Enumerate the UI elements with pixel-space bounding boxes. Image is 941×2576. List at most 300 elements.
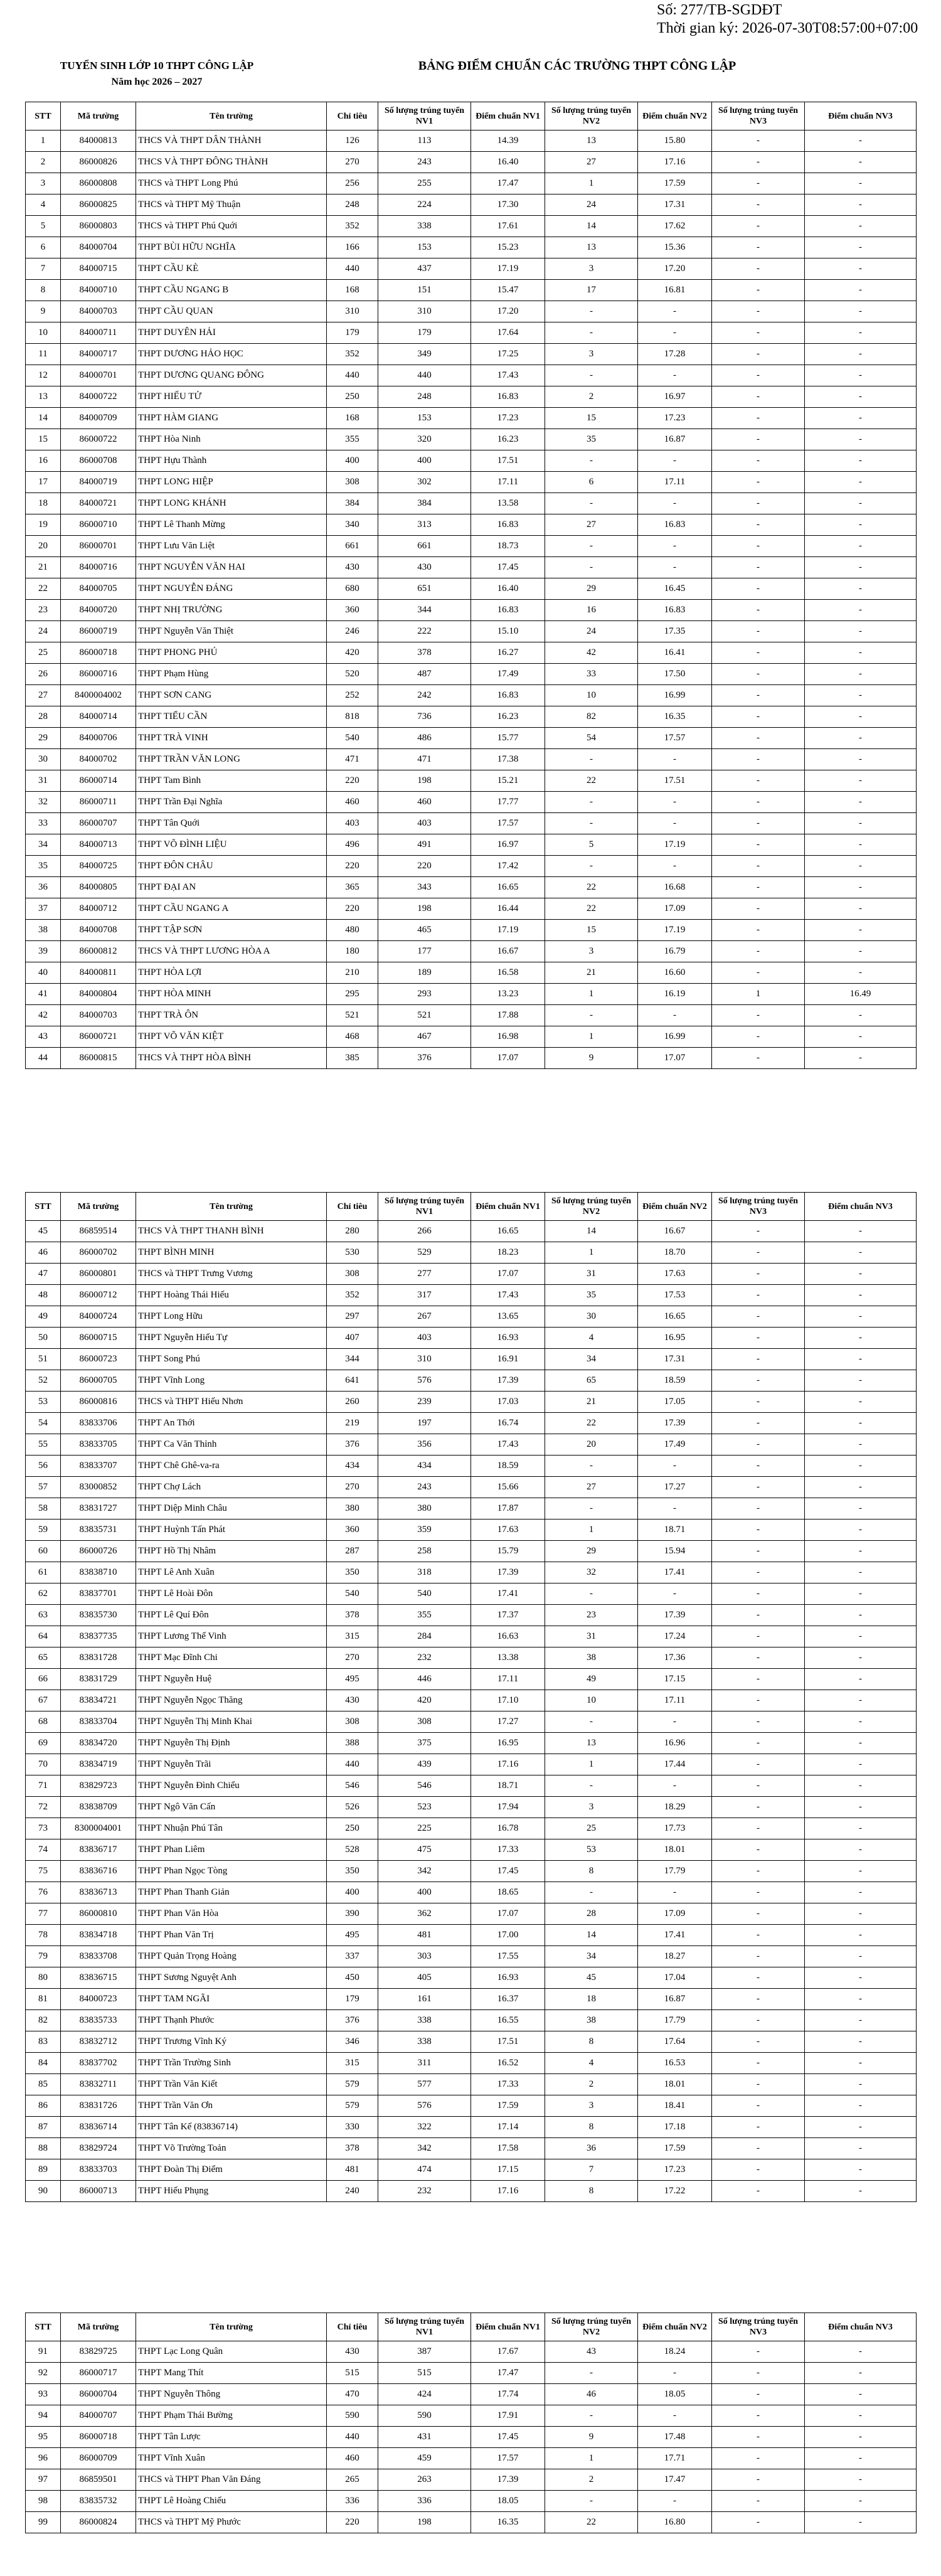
col-nv2-count: 53 — [545, 1839, 638, 1861]
col-stt: 13 — [26, 386, 61, 408]
col-nv2-count: - — [545, 536, 638, 557]
col-nv1-score: 17.19 — [471, 920, 545, 941]
table-row — [26, 2512, 917, 2533]
col-stt: 80 — [26, 1967, 61, 1989]
col-school-name: THPT CẦU KÈ — [136, 258, 327, 280]
col-nv1-count: 661 — [378, 536, 471, 557]
col-quota: 440 — [327, 258, 378, 280]
col-nv3-count: - — [712, 2363, 805, 2384]
col-school-name: THPT BÙI HỮU NGHĨA — [136, 237, 327, 258]
col-stt: 39 — [26, 941, 61, 962]
col-nv3-count: - — [712, 2512, 805, 2533]
col-quota: 180 — [327, 941, 378, 962]
col-nv3-count: - — [712, 1967, 805, 1989]
col-nv1-score: 16.97 — [471, 834, 545, 856]
col-nv1-count: 342 — [378, 1861, 471, 1882]
col-nv2-count: 32 — [545, 1562, 638, 1583]
col-nv1-count: 313 — [378, 514, 471, 536]
table-row — [26, 301, 917, 322]
col-school-code: 86000801 — [61, 1264, 136, 1285]
col-nv3-score: - — [805, 408, 917, 429]
col-school-name: THPT Trương Vĩnh Ký — [136, 2031, 327, 2053]
col-nv3-count: - — [712, 1647, 805, 1669]
table-row — [26, 898, 917, 920]
col-nv3-score: 16.49 — [805, 984, 917, 1005]
col-quota: 528 — [327, 1839, 378, 1861]
table-row — [26, 2031, 917, 2053]
col-nv2-score: 17.44 — [638, 1754, 712, 1775]
col-nv2-score: 16.87 — [638, 429, 712, 450]
col-nv3-score: - — [805, 173, 917, 194]
col-school-name: THCS và THPT Hiếu Nhơn — [136, 1392, 327, 1413]
col-quota: 641 — [327, 1370, 378, 1392]
col-nv3-score: - — [805, 920, 917, 941]
col-nv3-count: - — [712, 941, 805, 962]
col-nv1-count: 736 — [378, 706, 471, 728]
table-row — [26, 813, 917, 834]
col-stt: 9 — [26, 301, 61, 322]
col-quota: 540 — [327, 1583, 378, 1605]
col-nv1-score: 17.74 — [471, 2384, 545, 2405]
col-nv1-count: 336 — [378, 2491, 471, 2512]
table-row — [26, 1775, 917, 1797]
col-nv2-count: 27 — [545, 152, 638, 173]
col-school-name: THPT Phan Ngọc Tòng — [136, 1861, 327, 1882]
table-row — [26, 344, 917, 365]
col-nv1-score: 17.67 — [471, 2341, 545, 2363]
table-row — [26, 1005, 917, 1026]
col-nv2-score: 18.70 — [638, 1242, 712, 1264]
col-nv3-count: - — [712, 898, 805, 920]
col-nv1-score: 16.65 — [471, 1221, 545, 1242]
col-nv1-score: 17.45 — [471, 1861, 545, 1882]
table-row — [26, 2181, 917, 2202]
col-nv1-count: 380 — [378, 1498, 471, 1520]
col-nv3-score: - — [805, 770, 917, 792]
col-quota: 680 — [327, 578, 378, 600]
col-nv2-score: 17.64 — [638, 2031, 712, 2053]
col-quota: 220 — [327, 770, 378, 792]
col-stt: 40 — [26, 962, 61, 984]
column-header-school-name: Tên trường — [136, 2313, 327, 2341]
col-nv3-count: - — [712, 1498, 805, 1520]
col-school-code: 83836715 — [61, 1967, 136, 1989]
column-header-nv1-count: Số lượng trúng tuyển NV1 — [378, 2313, 471, 2341]
col-nv2-count: 9 — [545, 1048, 638, 1069]
col-nv3-count: - — [712, 856, 805, 877]
col-nv1-score: 16.95 — [471, 1733, 545, 1754]
col-school-code: 86000824 — [61, 2512, 136, 2533]
col-school-code: 86000803 — [61, 216, 136, 237]
col-nv2-score: - — [638, 1498, 712, 1520]
col-nv3-count: - — [712, 1839, 805, 1861]
col-nv1-score: 15.47 — [471, 280, 545, 301]
table-row — [26, 1242, 917, 1264]
col-school-code: 8400004002 — [61, 685, 136, 706]
col-school-name: THCS VÀ THPT THANH BÌNH — [136, 1221, 327, 1242]
col-nv1-score: 17.20 — [471, 301, 545, 322]
col-quota: 430 — [327, 1690, 378, 1711]
table-row — [26, 1221, 917, 1242]
col-nv1-score: 17.58 — [471, 2138, 545, 2159]
col-nv2-count: 4 — [545, 2053, 638, 2074]
col-school-code: 84000710 — [61, 280, 136, 301]
col-nv1-count: 308 — [378, 1711, 471, 1733]
col-nv2-count: 13 — [545, 130, 638, 152]
col-stt: 2 — [26, 152, 61, 173]
col-nv3-score: - — [805, 1541, 917, 1562]
col-stt: 51 — [26, 1349, 61, 1370]
col-quota: 540 — [327, 728, 378, 749]
col-nv2-count: 30 — [545, 1306, 638, 1328]
col-nv3-count: - — [712, 920, 805, 941]
col-nv3-score: - — [805, 2181, 917, 2202]
table-row — [26, 2341, 917, 2363]
col-nv2-score: 16.87 — [638, 1989, 712, 2010]
col-nv1-count: 113 — [378, 130, 471, 152]
col-nv2-score: 17.63 — [638, 1264, 712, 1285]
col-nv2-count: - — [545, 322, 638, 344]
col-quota: 340 — [327, 514, 378, 536]
col-nv3-score: - — [805, 856, 917, 877]
col-nv1-count: 521 — [378, 1005, 471, 1026]
col-nv3-score: - — [805, 1626, 917, 1647]
table-row — [26, 749, 917, 770]
table-row — [26, 770, 917, 792]
col-nv3-score: - — [805, 2138, 917, 2159]
col-stt: 61 — [26, 1562, 61, 1583]
col-school-name: THPT Nguyễn Huệ — [136, 1669, 327, 1690]
col-nv3-count: - — [712, 1861, 805, 1882]
col-school-name: THCS và THPT Long Phú — [136, 173, 327, 194]
table-row — [26, 1456, 917, 1477]
col-nv2-count: - — [545, 1775, 638, 1797]
col-nv1-score: 17.43 — [471, 1285, 545, 1306]
col-school-name: THPT LONG KHÁNH — [136, 493, 327, 514]
col-stt: 23 — [26, 600, 61, 621]
col-nv2-count: - — [545, 792, 638, 813]
col-stt: 87 — [26, 2117, 61, 2138]
col-school-name: THPT Đoàn Thị Điểm — [136, 2159, 327, 2181]
col-nv3-score: - — [805, 1370, 917, 1392]
col-school-code: 86000714 — [61, 770, 136, 792]
col-stt: 50 — [26, 1328, 61, 1349]
col-nv2-count: 17 — [545, 280, 638, 301]
col-school-name: THPT Nguyễn Trãi — [136, 1754, 327, 1775]
col-nv2-count: - — [545, 2363, 638, 2384]
col-nv2-count: 23 — [545, 1605, 638, 1626]
col-nv2-score: 17.79 — [638, 2010, 712, 2031]
table-row — [26, 2448, 917, 2469]
table-row — [26, 2384, 917, 2405]
col-school-code: 83836716 — [61, 1861, 136, 1882]
col-school-code: 83831729 — [61, 1669, 136, 1690]
table-row — [26, 1797, 917, 1818]
col-school-name: THCS và THPT Phan Văn Đáng — [136, 2469, 327, 2491]
table-row — [26, 1903, 917, 1925]
col-nv2-score: 18.27 — [638, 1946, 712, 1967]
col-stt: 86 — [26, 2095, 61, 2117]
col-nv1-score: 18.65 — [471, 1882, 545, 1903]
col-quota: 520 — [327, 664, 378, 685]
column-header-nv3-count: Số lượng trúng tuyển NV3 — [712, 2313, 805, 2341]
table-row — [26, 472, 917, 493]
col-nv2-score: 16.80 — [638, 2512, 712, 2533]
col-school-name: THPT NGUYỄN ĐÁNG — [136, 578, 327, 600]
col-nv2-count: 43 — [545, 2341, 638, 2363]
col-nv2-score: - — [638, 536, 712, 557]
col-nv3-score: - — [805, 1861, 917, 1882]
col-nv3-count: - — [712, 1456, 805, 1477]
column-header-nv2-score: Điểm chuẩn NV2 — [638, 2313, 712, 2341]
col-nv3-score: - — [805, 557, 917, 578]
col-nv1-count: 387 — [378, 2341, 471, 2363]
col-nv2-score: 16.60 — [638, 962, 712, 984]
col-nv1-count: 267 — [378, 1306, 471, 1328]
col-nv1-score: 16.23 — [471, 706, 545, 728]
col-quota: 530 — [327, 1242, 378, 1264]
table-row — [26, 1733, 917, 1754]
col-school-name: THPT ĐẠI AN — [136, 877, 327, 898]
col-nv3-count: - — [712, 1690, 805, 1711]
col-nv3-count: - — [712, 194, 805, 216]
col-nv2-count: 21 — [545, 1392, 638, 1413]
col-nv3-count: - — [712, 664, 805, 685]
col-quota: 407 — [327, 1328, 378, 1349]
col-nv3-score: - — [805, 1754, 917, 1775]
col-school-name: THPT PHONG PHÚ — [136, 642, 327, 664]
col-school-code: 84000713 — [61, 834, 136, 856]
col-nv3-score: - — [805, 1562, 917, 1583]
col-stt: 88 — [26, 2138, 61, 2159]
col-nv1-score: 13.38 — [471, 1647, 545, 1669]
col-nv3-count: - — [712, 1221, 805, 1242]
col-quota: 352 — [327, 344, 378, 365]
col-nv1-score: 14.39 — [471, 130, 545, 152]
col-nv1-score: 17.94 — [471, 1797, 545, 1818]
col-nv2-count: 45 — [545, 1967, 638, 1989]
col-nv3-score: - — [805, 1583, 917, 1605]
col-nv2-count: 14 — [545, 216, 638, 237]
col-nv1-score: 17.07 — [471, 1903, 545, 1925]
col-nv1-count: 263 — [378, 2469, 471, 2491]
table-row — [26, 152, 917, 173]
col-nv3-score: - — [805, 642, 917, 664]
col-quota: 460 — [327, 792, 378, 813]
col-nv3-score: - — [805, 2010, 917, 2031]
col-school-code: 86000715 — [61, 1328, 136, 1349]
col-nv1-count: 400 — [378, 1882, 471, 1903]
col-nv3-count: - — [712, 472, 805, 493]
col-nv1-count: 197 — [378, 1413, 471, 1434]
col-nv3-count: - — [712, 2117, 805, 2138]
col-nv3-score: - — [805, 1946, 917, 1967]
table-row — [26, 557, 917, 578]
col-nv2-count: - — [545, 2491, 638, 2512]
col-stt: 60 — [26, 1541, 61, 1562]
col-nv3-score: - — [805, 1711, 917, 1733]
col-quota: 440 — [327, 2427, 378, 2448]
col-nv1-score: 17.25 — [471, 344, 545, 365]
col-nv2-count: 7 — [545, 2159, 638, 2181]
col-nv3-count: - — [712, 2095, 805, 2117]
col-nv3-score: - — [805, 365, 917, 386]
col-nv2-score: 16.35 — [638, 706, 712, 728]
col-nv1-count: 359 — [378, 1520, 471, 1541]
col-stt: 74 — [26, 1839, 61, 1861]
col-nv3-count: - — [712, 1413, 805, 1434]
col-stt: 19 — [26, 514, 61, 536]
column-header-nv2-count: Số lượng trúng tuyển NV2 — [545, 2313, 638, 2341]
header-left — [25, 58, 289, 90]
col-nv3-score: - — [805, 280, 917, 301]
col-nv1-score: 17.23 — [471, 408, 545, 429]
table-header-row — [26, 1193, 917, 1221]
col-stt: 57 — [26, 1477, 61, 1498]
col-stt: 62 — [26, 1583, 61, 1605]
col-nv1-score: 17.00 — [471, 1925, 545, 1946]
col-stt: 84 — [26, 2053, 61, 2074]
col-nv3-count: - — [712, 429, 805, 450]
col-nv2-score: 18.05 — [638, 2384, 712, 2405]
col-nv3-count: 1 — [712, 984, 805, 1005]
col-quota: 220 — [327, 856, 378, 877]
col-nv1-count: 338 — [378, 2010, 471, 2031]
col-nv1-count: 465 — [378, 920, 471, 941]
col-nv1-count: 356 — [378, 1434, 471, 1456]
col-quota: 480 — [327, 920, 378, 941]
col-nv1-score: 17.64 — [471, 322, 545, 344]
col-nv1-score: 18.73 — [471, 536, 545, 557]
col-quota: 166 — [327, 237, 378, 258]
col-nv2-count: 34 — [545, 1946, 638, 1967]
col-nv3-score: - — [805, 728, 917, 749]
col-nv1-score: 17.57 — [471, 2448, 545, 2469]
col-nv2-count: 65 — [545, 1370, 638, 1392]
column-header-nv2-count: Số lượng trúng tuyển NV2 — [545, 102, 638, 130]
col-nv3-count: - — [712, 536, 805, 557]
col-school-name: THPT HÒA MINH — [136, 984, 327, 1005]
col-quota: 579 — [327, 2095, 378, 2117]
col-school-code: 83835732 — [61, 2491, 136, 2512]
col-school-name: THCS VÀ THPT LƯƠNG HÒA A — [136, 941, 327, 962]
col-nv2-score: - — [638, 1882, 712, 1903]
table-row — [26, 429, 917, 450]
col-school-name: THPT Hựu Thành — [136, 450, 327, 472]
col-nv1-count: 459 — [378, 2448, 471, 2469]
col-stt: 78 — [26, 1925, 61, 1946]
col-nv2-count: 9 — [545, 2427, 638, 2448]
col-nv2-score: 17.24 — [638, 1626, 712, 1647]
col-nv1-score: 16.91 — [471, 1349, 545, 1370]
col-school-code: 84000703 — [61, 1005, 136, 1026]
col-stt: 69 — [26, 1733, 61, 1754]
col-nv3-count: - — [712, 706, 805, 728]
col-nv2-score: - — [638, 813, 712, 834]
table-row — [26, 1562, 917, 1583]
col-nv3-count: - — [712, 770, 805, 792]
col-nv2-score: 16.19 — [638, 984, 712, 1005]
col-nv2-score: 16.81 — [638, 280, 712, 301]
col-nv3-score: - — [805, 1818, 917, 1839]
col-stt: 8 — [26, 280, 61, 301]
col-nv3-count: - — [712, 2491, 805, 2512]
col-nv3-count: - — [712, 1711, 805, 1733]
col-school-code: 84000725 — [61, 856, 136, 877]
col-nv2-score: 17.19 — [638, 834, 712, 856]
col-nv3-count: - — [712, 173, 805, 194]
col-school-name: THPT Huỳnh Tấn Phát — [136, 1520, 327, 1541]
col-nv3-count: - — [712, 2159, 805, 2181]
col-stt: 14 — [26, 408, 61, 429]
col-nv3-score: - — [805, 792, 917, 813]
col-nv1-score: 16.83 — [471, 514, 545, 536]
column-header-nv3-score: Điểm chuẩn NV3 — [805, 2313, 917, 2341]
col-nv3-score: - — [805, 1498, 917, 1520]
col-nv1-count: 338 — [378, 216, 471, 237]
col-school-code: 84000811 — [61, 962, 136, 984]
col-school-code: 86000718 — [61, 2427, 136, 2448]
col-school-name: THPT TRÀ VINH — [136, 728, 327, 749]
col-nv2-score: 16.99 — [638, 685, 712, 706]
score-table-part-2 — [25, 1192, 917, 2202]
col-nv3-score: - — [805, 664, 917, 685]
col-nv1-score: 17.45 — [471, 557, 545, 578]
column-header-quota: Chỉ tiêu — [327, 2313, 378, 2341]
table-row — [26, 621, 917, 642]
col-nv3-count: - — [712, 1605, 805, 1626]
col-nv3-count: - — [712, 2010, 805, 2031]
col-school-name: THPT Thạnh Phước — [136, 2010, 327, 2031]
col-school-code: 83835731 — [61, 1520, 136, 1541]
col-school-code: 83833708 — [61, 1946, 136, 1967]
col-nv2-count: 16 — [545, 600, 638, 621]
col-nv3-score: - — [805, 1434, 917, 1456]
col-nv2-score: 17.15 — [638, 1669, 712, 1690]
col-school-code: 86000701 — [61, 536, 136, 557]
col-nv2-count: 35 — [545, 429, 638, 450]
col-nv3-count: - — [712, 301, 805, 322]
col-school-code: 83833706 — [61, 1413, 136, 1434]
col-quota: 376 — [327, 2010, 378, 2031]
table-row — [26, 386, 917, 408]
col-nv3-count: - — [712, 1562, 805, 1583]
col-stt: 16 — [26, 450, 61, 472]
col-school-code: 83833703 — [61, 2159, 136, 2181]
col-school-name: THPT Nguyễn Thị Định — [136, 1733, 327, 1754]
col-nv3-score: - — [805, 1605, 917, 1626]
col-quota: 468 — [327, 1026, 378, 1048]
column-header-nv1-score: Điểm chuẩn NV1 — [471, 102, 545, 130]
col-school-code: 84000722 — [61, 386, 136, 408]
col-quota: 256 — [327, 173, 378, 194]
column-header-nv2-count: Số lượng trúng tuyển NV2 — [545, 1193, 638, 1221]
table-row — [26, 173, 917, 194]
col-school-name: THPT Lê Hoàng Chiếu — [136, 2491, 327, 2512]
col-nv2-score: 17.71 — [638, 2448, 712, 2469]
table-row — [26, 1370, 917, 1392]
col-nv1-score: 16.63 — [471, 1626, 545, 1647]
col-nv3-count: - — [712, 1733, 805, 1754]
col-nv1-score: 17.45 — [471, 2427, 545, 2448]
col-school-code: 83837702 — [61, 2053, 136, 2074]
col-nv3-count: - — [712, 600, 805, 621]
col-school-code: 84000805 — [61, 877, 136, 898]
col-stt: 76 — [26, 1882, 61, 1903]
col-nv2-count: 38 — [545, 1647, 638, 1669]
column-header-school-name: Tên trường — [136, 1193, 327, 1221]
col-nv1-count: 439 — [378, 1754, 471, 1775]
